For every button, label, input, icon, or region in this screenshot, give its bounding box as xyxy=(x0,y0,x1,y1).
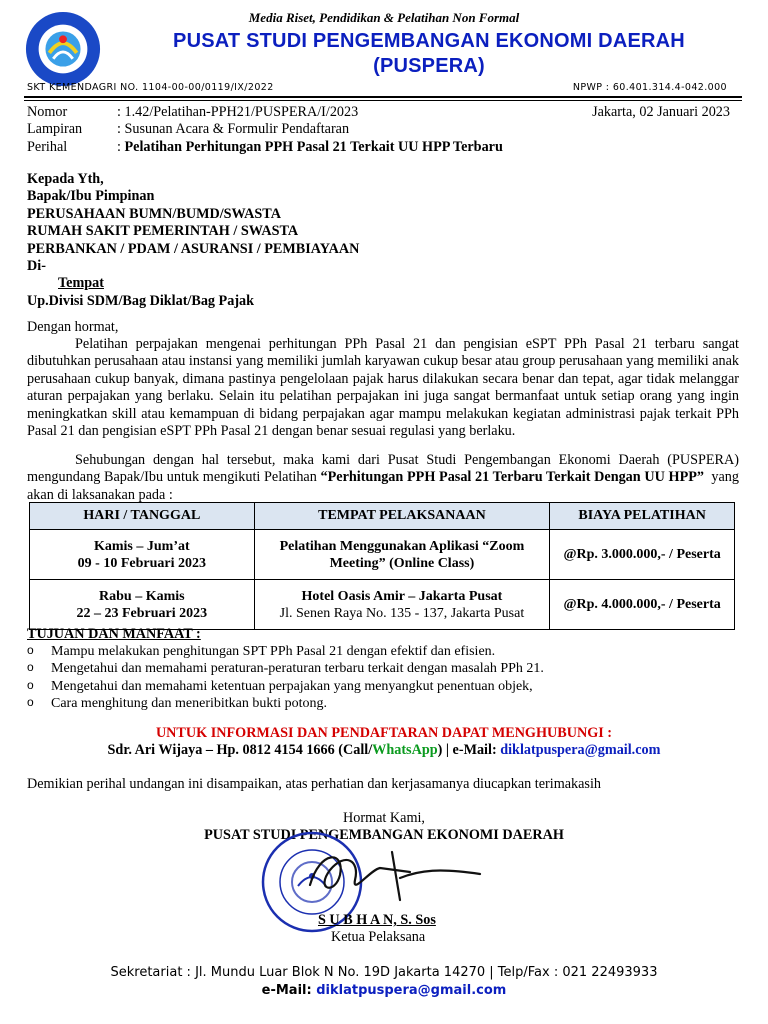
row-place-cell xyxy=(254,580,550,630)
signer-name: S U B H A N, S. Sos xyxy=(318,912,436,928)
list-item: o Cara menghitung dan meneribitkan bukti potong. xyxy=(27,695,544,712)
list-item: o Mengetahui dan memahami ketentuan perpajakan yang menyangkut penentuan objek, xyxy=(27,678,544,695)
footer-email-line xyxy=(0,983,768,998)
recipient-place: Tempat xyxy=(58,275,104,292)
row-place-detail: Jl. Senen Raya No. 135 - 137, Jakarta Pusat xyxy=(279,605,525,621)
paragraph-invitation-start: Sehubungan dengan hal tersebut, maka kami dari Pusat Studi Pengembangan Ekonomi Daerah (PUSPERA) mengundang Bapak/Ibu untuk mengikuti Pelatihan xyxy=(27,452,739,486)
recipient-line: PERBANKAN / PDAM / ASURANSI / PEMBIAYAAN xyxy=(27,240,360,257)
letter-date: Jakarta, 02 Januari 2023 xyxy=(592,104,730,120)
handwritten-signature xyxy=(300,840,500,910)
row-date-cell xyxy=(30,530,255,580)
nomor-label: Nomor xyxy=(27,104,68,120)
org-name: PUSAT STUDI PENGEMBANGAN EKONOMI DAERAH xyxy=(173,30,685,52)
org-abbr: (PUSPERA) xyxy=(373,55,485,77)
row-fee: @Rp. 3.000.000,- / Peserta xyxy=(550,530,735,580)
signature-org: PUSAT STUDI PENGEMBANGAN EKONOMI DAERAH xyxy=(204,827,564,843)
recipient-line: Kepada Yth, xyxy=(27,171,104,187)
paragraph-intro: Pelatihan perpajakan mengenai perhitungan PPh Pasal 21 dan pengisian eSPT PPh Pasal 21 terbaru sangat dibutuhkan perusahaan atau instansi yang memiliki jumlah karyawan cukup besar atau group perusahaan yang memiliki anak perusahaan cukup banyak, dimana pastinya pengelolaan pajak harus dilakukan secara benar dan tepat, agar tidak melanggar aturan perpajakan yang berlaku. Selain itu pelatihan perpajakan ini juga sangat bermanfaat untuk setiap orang yang ingin meningkatkan skill atau kemampuan di bidang perpajakan agar mampu melakukan kegiatan administrasi pajak terkait PPh Pasal 21 dan pengisian eSPT PPh Pasal 21 dengan benar sesuai regulasi yang berlaku. xyxy=(27,336,739,440)
letter-meta xyxy=(27,104,739,156)
npwp-number: NPWP : 60.401.314.4-042.000 xyxy=(572,82,727,93)
goals-title: TUJUAN DAN MANFAAT : xyxy=(27,626,201,642)
training-title: “Perhitungan PPH Pasal 21 Terbaru Terkait Dengan UU HPP” xyxy=(320,469,705,486)
footer-email-label: e-Mail: xyxy=(261,983,317,998)
row-date: 09 - 10 Februari 2023 xyxy=(77,555,206,571)
row-day: Rabu – Kamis xyxy=(99,588,185,604)
recipient-line: PERUSAHAAN BUMN/BUMD/SWASTA xyxy=(27,205,281,222)
table-row xyxy=(30,580,735,630)
footer-email-link[interactable]: diklatpuspera@gmail.com xyxy=(316,983,507,998)
header-rule xyxy=(24,96,742,98)
recipient-line: Bapak/Ibu Pimpinan xyxy=(27,188,155,205)
contact-heading: UNTUK INFORMASI DAN PENDAFTARAN DAPAT MENGHUBUNGI : xyxy=(155,725,613,741)
signer-position: Ketua Pelaksana xyxy=(331,929,426,945)
lampiran-value: : Susunan Acara & Formulir Pendaftaran xyxy=(117,121,350,138)
contact-email-label: ) | e-Mail: xyxy=(437,742,501,758)
perihal-value: Pelatihan Perhitungan PPH Pasal 21 Terkait UU HPP Terbaru xyxy=(124,138,503,155)
whatsapp-label: WhatsApp xyxy=(372,742,438,758)
table-row xyxy=(30,530,735,580)
schedule-table xyxy=(29,502,735,630)
lampiran-label: Lampiran xyxy=(27,121,83,138)
contact-email-link[interactable]: diklatpuspera@gmail.com xyxy=(500,742,661,758)
nomor-value: : 1.42/Pelatihan-PPH21/PUSPERA/I/2023 xyxy=(117,104,359,120)
paragraph-invitation xyxy=(27,452,743,504)
closing-text: Demikian perihal undangan ini disampaikan, atas perhatian dan kerjasamanya diucapkan terimakasih xyxy=(27,776,601,792)
row-place-cell xyxy=(254,530,550,580)
skt-number: SKT KEMENDAGRI NO. 1104-00-00/0119/IX/2022 xyxy=(27,82,274,93)
recipient-line: Di- xyxy=(27,258,46,275)
perihal-colon: : xyxy=(117,138,125,155)
table-header-row xyxy=(30,503,735,530)
perihal-label: Perihal xyxy=(27,138,68,155)
col-header-date: HARI / TANGGAL xyxy=(30,503,255,530)
org-title xyxy=(90,29,768,79)
row-date-cell xyxy=(30,580,255,630)
regards: Hormat Kami, xyxy=(343,810,425,826)
list-item: o Mampu melakukan penghitungan SPT PPh Pasal 21 dengan efektif dan efisien. xyxy=(27,643,544,660)
recipient-block xyxy=(27,171,359,310)
header-rule-thin xyxy=(24,100,742,101)
recipient-line: RUMAH SAKIT PEMERINTAH / SWASTA xyxy=(27,223,299,240)
paragraph-invitation-end: yang akan di laksanakan pada : xyxy=(27,469,743,503)
list-item: o Mengetahui dan memahami peraturan-peraturan terbaru terkait dengan masalah PPh 21. xyxy=(27,660,544,677)
footer-address: Sekretariat : Jl. Mundu Luar Blok N No. 19D Jakarta 14270 | Telp/Fax : 021 22493933 xyxy=(110,965,658,980)
row-date: 22 – 23 Februari 2023 xyxy=(76,605,208,621)
recipient-attention: Up.Divisi SDM/Bag Diklat/Bag Pajak xyxy=(27,292,255,309)
col-header-fee: BIAYA PELATIHAN xyxy=(550,503,735,530)
row-place: Hotel Oasis Amir – Jakarta Pusat xyxy=(301,588,503,604)
salutation: Dengan hormat, xyxy=(27,319,119,335)
row-place: Pelatihan Menggunakan Aplikasi “Zoom Meeting” (Online Class) xyxy=(279,538,525,571)
row-fee: @Rp. 4.000.000,- / Peserta xyxy=(550,580,735,630)
contact-phone: Sdr. Ari Wijaya – Hp. 0812 4154 1666 (Call/ xyxy=(107,742,373,758)
header-tagline: Media Riset, Pendidikan & Pelatihan Non Formal xyxy=(248,10,520,25)
row-day: Kamis – Jum’at xyxy=(93,538,190,554)
goals-list xyxy=(27,643,544,713)
contact-line xyxy=(0,742,768,759)
col-header-place: TEMPAT PELAKSANAAN xyxy=(254,503,550,530)
